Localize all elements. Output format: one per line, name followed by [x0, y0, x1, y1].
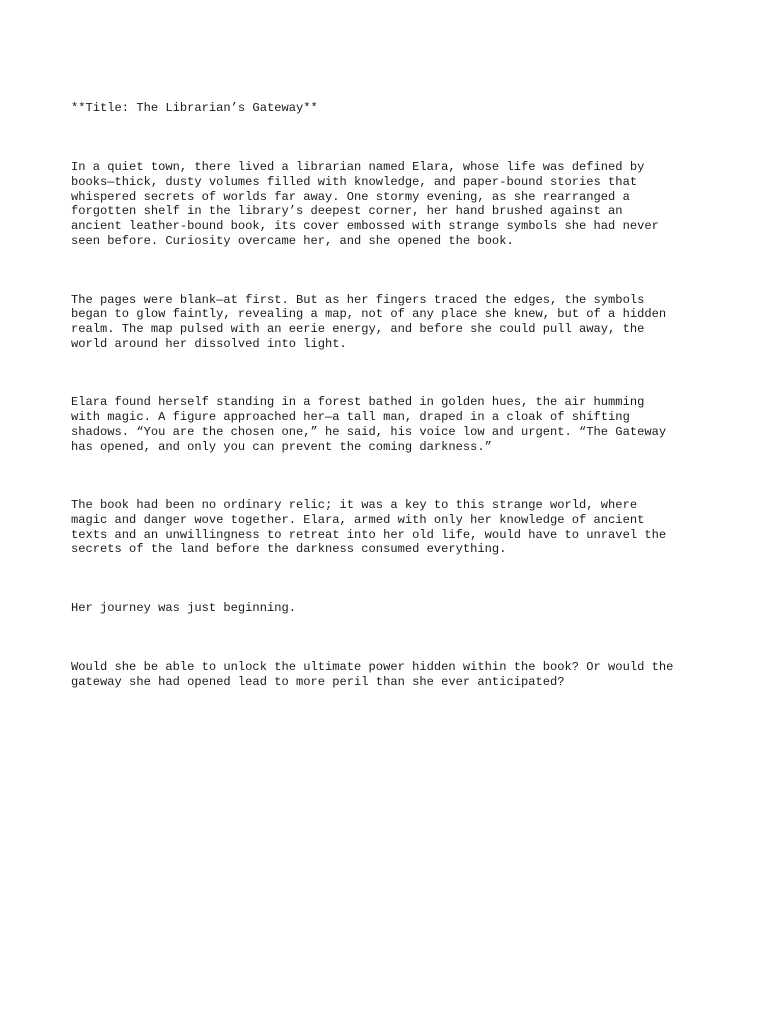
paragraph-2: The pages were blank—at first. But as her fingers traced the edges, the symbols began to glow faintly, revealing a map, not of any place she knew, but of a hidden realm. The map pulsed with an eerie energy, and before she could pull away, the world around her dissolved into light.	[71, 292, 667, 351]
paragraph-1: In a quiet town, there lived a librarian named Elara, whose life was defined by books—thick, dusty volumes filled with knowledge, and paper-bound stories that whispered secrets of worlds far away. One stormy evening, as she rearranged a forgotten shelf in the library’s deepest corner, her hand brushed against an ancient leather-bound book, its cover embossed with strange symbols she had never seen before. Curiosity overcame her, and she opened the book.	[71, 160, 659, 248]
paragraph-5: Her journey was just beginning.	[71, 601, 296, 616]
paragraph-3: Elara found herself standing in a forest bathed in golden hues, the air humming with magic. A figure approached her—a tall man, draped in a cloak of shifting shadows. “You are the chosen one,” he said, his voice low and urgent. “The Gateway has opened, and only you can prevent the coming darkness.”	[71, 395, 667, 454]
paragraph-4: The book had been no ordinary relic; it was a key to this strange world, where magic and danger wove together. Elara, armed with only her knowledge of ancient texts and an unwillingness to retreat into her old life, would have to unravel the secrets of the land before the darkness consumed everything.	[71, 498, 667, 557]
paragraph-6: Would she be able to unlock the ultimate power hidden within the book? Or would the gateway she had opened lead to more peril than she ever anticipated?	[71, 660, 674, 689]
document-page	[71, 72, 711, 719]
document-title: **Title: The Librarian’s Gateway**	[71, 101, 318, 116]
